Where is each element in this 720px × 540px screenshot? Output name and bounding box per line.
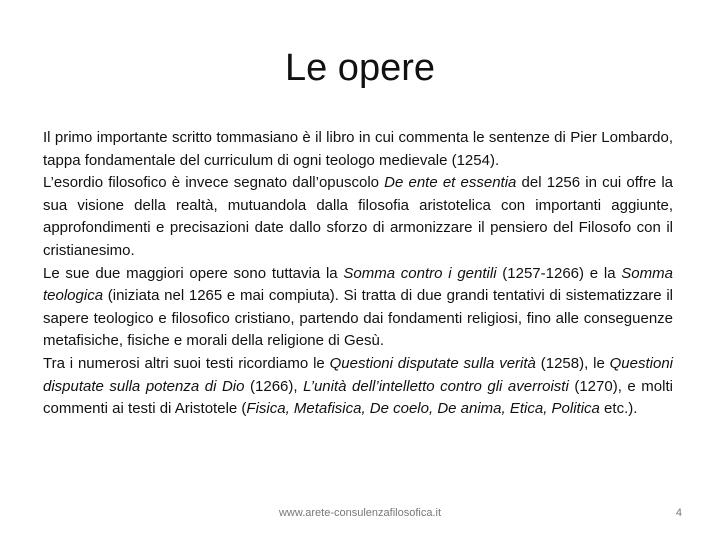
paragraph [43,263,673,353]
work-title: Fisica, Metafisica, De coelo, De anima, Etica, Politica [246,400,600,418]
work-title: De ente et essentia [384,174,517,192]
text-run: (1266), [244,377,304,395]
text-run: (1258), le [535,354,610,372]
slide-title: Le opere [284,47,435,89]
text-run: Le sue due maggiori opere sono tuttavia la [43,264,344,282]
work-title: Somma teologica [43,264,673,305]
paragraph [43,172,673,262]
paragraph [43,127,673,172]
text-run: (iniziata nel 1265 e mai compiuta). Si tratta di due grandi tentativi di sistematizzare il sapere teologico e filosofico cristiano, partendo dai fondamenti religiosi, fino alle conseguenze metafisiche, fisiche e morali della religione di Gesù. [43,287,673,350]
text-run: Tra i numerosi altri suoi testi ricordiamo le [43,354,330,372]
work-title: Questioni disputate sulla verità [329,354,536,372]
page-number: 4 [675,507,682,519]
text-run: (1270), e molti commenti ai testi di Aristotele ( [43,377,673,418]
text-run: del 1256 in cui offre la sua visione della realtà, mutuandola dalla filosofia aristotelica con importanti aggiunte, approfondimenti e precisazioni date dallo sforzo di armonizzare il pensiero del Filosofo con il cristianesimo. [43,174,673,259]
body-text [43,127,673,421]
text-run: L’esordio filosofico è invece segnato dall’opuscolo [43,174,385,192]
text-run: (1257-1266) e la [496,264,622,282]
paragraph [43,353,673,421]
text-run: etc.). [599,400,638,418]
work-title: Questioni disputate sulla potenza di Dio [43,354,674,395]
text-run: Il primo importante scritto tommasiano è il libro in cui commenta le sentenze di Pier Lombardo, tappa fondamentale del curriculum di ogni teologo medievale (1254). [43,129,673,169]
footer-url: www.arete-consulenzafilosofica.it [278,507,442,519]
work-title: Somma contro i gentili [343,264,497,282]
work-title: L’unità dell’intelletto contro gli averroisti [303,377,569,395]
